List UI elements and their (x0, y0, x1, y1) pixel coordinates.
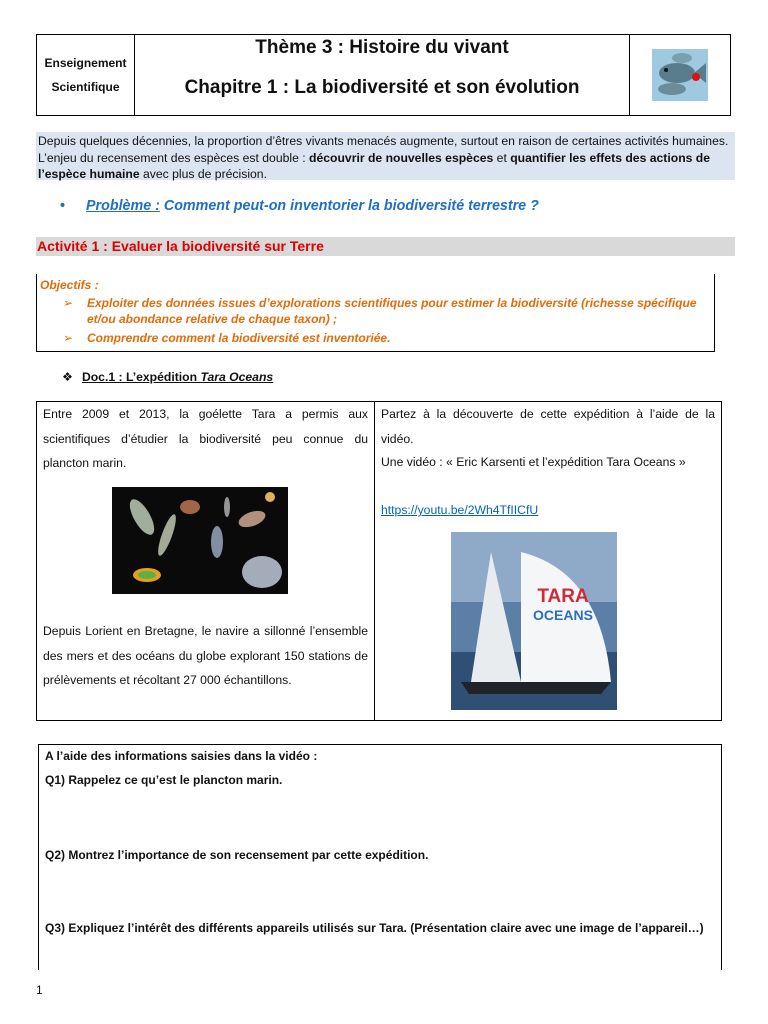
doc1-label-text: Doc.1 : L’expédition (81, 370, 201, 384)
question-3: Q3) Expliquez l’intérêt des différents appareils utilisés sur Tara. (Présentation claire avec une image de l’appareil…) (45, 921, 704, 935)
activity-title: Activité 1 : Evaluer la biodiversité sur Terre (36, 237, 735, 256)
intro-bold-2: quantifier les effets des actions de l’espèce humaine (38, 150, 711, 181)
questions-intro: A l’aide des informations saisies dans la vidéo : (45, 749, 318, 763)
header-logo-cell (629, 35, 730, 115)
chapter-title: Chapitre 1 : La biodiversité et son évolution (184, 77, 580, 98)
plankton-image (112, 487, 288, 594)
intro-box (36, 132, 735, 180)
question-2: Q2) Montrez l’importance de son recensement par cette expédition. (45, 848, 429, 862)
question-1: Q1) Rappelez ce qu’est le plancton marin. (45, 773, 283, 787)
theme-title: Thème 3 : Histoire du vivant (255, 37, 509, 58)
objective-item-1: Exploiter des données issues d’explorations scientifiques pour estimer la biodiversité (richesse spécifique et/ou abondance relative de chaque taxon) ; (87, 296, 697, 326)
doc1-left-text-1: Entre 2009 et 2013, la goélette Tara a permis aux scientifiques d’étudier la biodiversité peu connue du plancton marin. (43, 407, 368, 470)
bullet-icon: • (60, 198, 66, 214)
doc1-label-italic: Tara Oceans (200, 370, 274, 384)
questions-box (38, 744, 722, 970)
intro-text-1: Depuis quelques décennies, la proportion d’êtres vivants menacés augmente, surtout en raison de certaines activités humaines. L’enjeu du recensement des espèces est double : (38, 134, 729, 165)
arrow-icon: ➢ (63, 331, 74, 345)
intro-bold-1: découvrir de nouvelles espèces (309, 150, 494, 165)
video-link[interactable]: https://youtu.be/2Wh4TfIICfU (381, 503, 539, 517)
problem-text: Comment peut-on inventorier la biodiversité terrestre ? (159, 198, 539, 214)
fish-icon (652, 49, 708, 101)
header-title-cell (135, 35, 629, 115)
diamond-bullet-icon: ❖ (62, 370, 73, 384)
doc1-left-text-2: Depuis Lorient en Bretagne, le navire a sillonné l’ensemble des mers et des océans du globe explorant 150 stations de prélèvements et récoltant 27 000 échantillons. (43, 624, 368, 687)
sail-logo-line2: OCEANS (533, 607, 593, 623)
objective-item-2: Comprendre comment la biodiversité est inventoriée. (87, 331, 391, 345)
subject-line-1: Enseignement (44, 56, 127, 70)
intro-text-3: avec plus de précision. (139, 167, 267, 181)
arrow-icon: ➢ (63, 296, 74, 310)
objectives-heading: Objectifs : (40, 278, 99, 292)
sail-logo-line1: TARA (537, 586, 589, 607)
header-subject-cell (37, 35, 135, 115)
page-number: 1 (36, 983, 43, 997)
problem-statement (62, 198, 539, 214)
table-divider (374, 402, 375, 720)
header-table (36, 34, 731, 116)
intro-text-2: et (493, 150, 511, 165)
objectives-box (36, 274, 715, 352)
tara-boat-image (451, 532, 617, 710)
doc1-label (62, 370, 273, 384)
doc1-right-text-2: Une vidéo : « Eric Karsenti et l’expédition Tara Oceans » (381, 455, 686, 469)
problem-label: Problème : (86, 198, 160, 214)
doc1-table (36, 401, 722, 721)
doc1-right-text-1: Partez à la découverte de cette expédition à l’aide de la vidéo. (381, 407, 715, 446)
subject-line-2: Scientifique (51, 80, 120, 94)
